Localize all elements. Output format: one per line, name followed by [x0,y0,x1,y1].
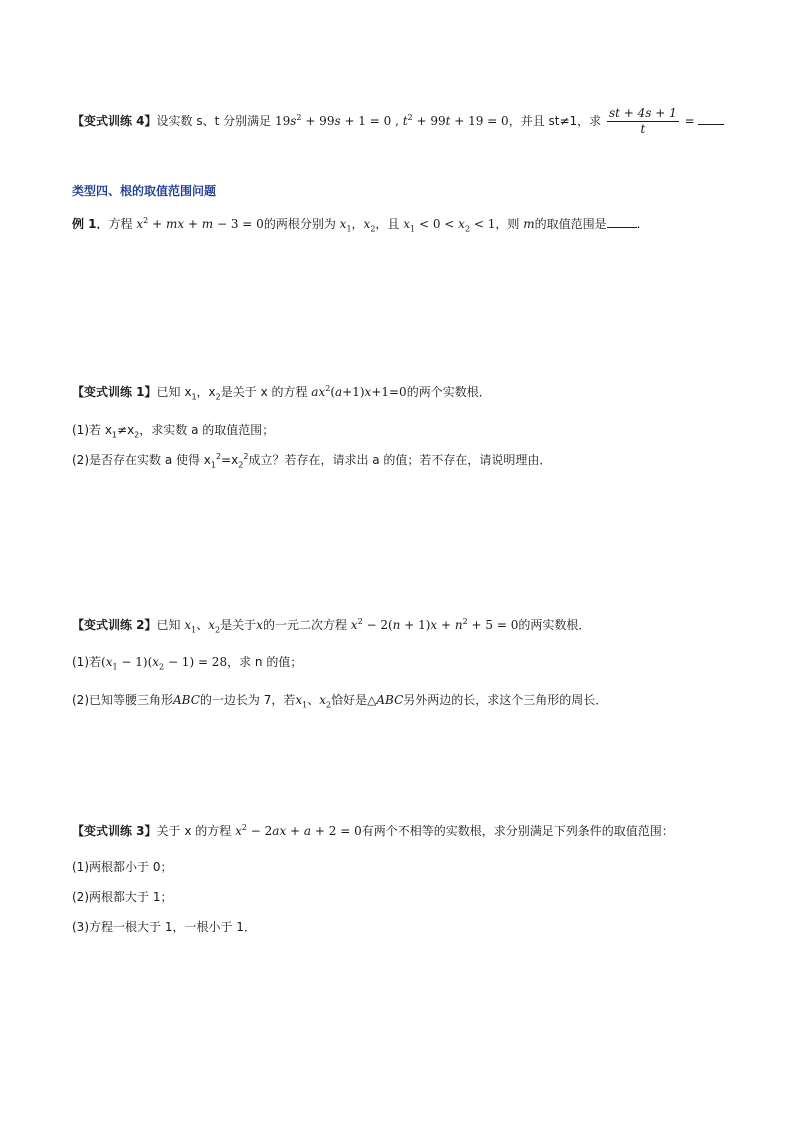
exercise-v1: 【变式训练 1】已知 $x_1$，$x_2$是关于 x 的方程 $ax^2(a+1)x+1=0$的两个实数根． [72,384,491,402]
text: ，且 [375,217,400,231]
text: 方程 [108,217,133,231]
equation: $x^2 - 2(n + 1)x + n^2 + 5 = 0$ [350,617,519,632]
exercise-label: 【变式训练 3】 [72,824,157,838]
part-2: (2)两根都大于 1； [72,890,173,904]
root-x1: $x_1$ [339,217,352,234]
text: 是关于 x 的方程 [220,385,312,399]
equation: $x^2$ + mx + m − 3 = 0 [136,216,264,231]
text: ≠x [117,423,135,437]
text: ，并且 st≠1，求 [508,114,602,128]
example-1: 例 1．方程 $x^2$ + mx + m − 3 = 0的两根分别为 $x_1$，$x_2$，且 $x_1 < 0 < x_2 < 1$，则 m的取值范围是 . [72,216,641,234]
exercise-label: 【变式训练 4】 [72,114,157,128]
variable-m: m [523,217,535,231]
text: ，求 n 的值； [227,655,303,669]
fraction-denominator: t [640,122,646,136]
text: 的两个实数根． [406,385,491,399]
variable-x: x [256,618,263,632]
text: 设实数 s、t 分别满足 [156,114,272,128]
exercise-v2 [72,616,590,634]
part-3: (3)方程一根大于 1，一根小于 1． [72,920,256,934]
part-2: (2)是否存在实数 a 使得 $x_1^2=x_2^2$成立？若存在，请求出 a 的值；若不存在，请说明理由． [72,452,552,470]
text: 的一边长为 7，若 [199,693,296,707]
fraction-numerator: st + 4s + 1 [609,106,677,120]
text: ，x [196,385,216,399]
exercise-v4 [72,106,724,137]
text: ，则 [495,217,520,231]
text: (1)若 x [72,423,112,437]
section-heading: 类型四、根的取值范围问题 [72,184,217,198]
equation: $x^2 - 2ax + a + 2 = 0$ [235,823,362,838]
root-x1: $x_1$ [184,618,197,635]
text: 是关于 [220,618,257,632]
equation: $(x_1 - 1)(x_2 - 1) = 28$ [101,655,228,672]
part-1: (1)两根都小于 0； [72,860,173,874]
text: (1)若 [72,655,101,669]
triangle-name: ABC [173,693,200,707]
answer-blank [607,215,637,228]
text: 的取值范围是 [534,217,607,231]
text: 的两实数根． [518,618,591,632]
exercise-v3 [72,822,674,840]
text: 另外两边的长，求这个三角形的周长． [403,693,608,707]
exercise-label: 【变式训练 1】 [72,385,157,399]
text: 、 [307,693,320,707]
text: 关于 x 的方程 [156,824,232,838]
root-x1: $x_1$ [295,693,308,710]
example-label: 例 1． [72,217,109,231]
triangle-symbol: △ABC [367,693,404,707]
text: 已知 x [156,385,192,399]
exercise-label: 【变式训练 2】 [72,618,157,632]
text: ，求实数 a 的取值范围； [139,423,275,437]
part-2 [72,691,607,709]
answer-blank [698,112,724,125]
text: 、 [196,618,209,632]
equation: $ax^2(a+1)x+1=0$ [311,384,407,399]
equation: $19s^2 + 99s + 1 = 0$ , $t^2 + 99t + 19 = 0$ [274,113,509,128]
root-x2: $x_2$ [319,693,332,710]
root-x2: $x_2$ [208,618,221,635]
fraction [607,106,679,137]
text: 恰好是 [331,693,368,707]
text: 已知 [156,618,181,632]
text: 的一元二次方程 [262,618,347,632]
text: 的两根分别为 [263,217,336,231]
text: 成立？若存在，请求出 a 的值；若不存在，请说明理由． [248,453,552,467]
part-1 [72,653,302,671]
part-1: (1)若 $x_1\ne x_2$，求实数 a 的取值范围； [72,423,275,440]
inequality: $x_1 < 0 < x_2 < 1$ [403,217,496,234]
text: 有两个不相等的实数根，求分别满足下列条件的取值范围： [361,824,674,838]
root-x2: $x_2$ [363,217,376,234]
text: (2)是否存在实数 a 使得 x [72,453,211,467]
text: . [636,217,641,231]
text: =x [221,453,239,467]
equals-sign: = [680,114,695,128]
text: (2)已知等腰三角形 [72,693,173,707]
